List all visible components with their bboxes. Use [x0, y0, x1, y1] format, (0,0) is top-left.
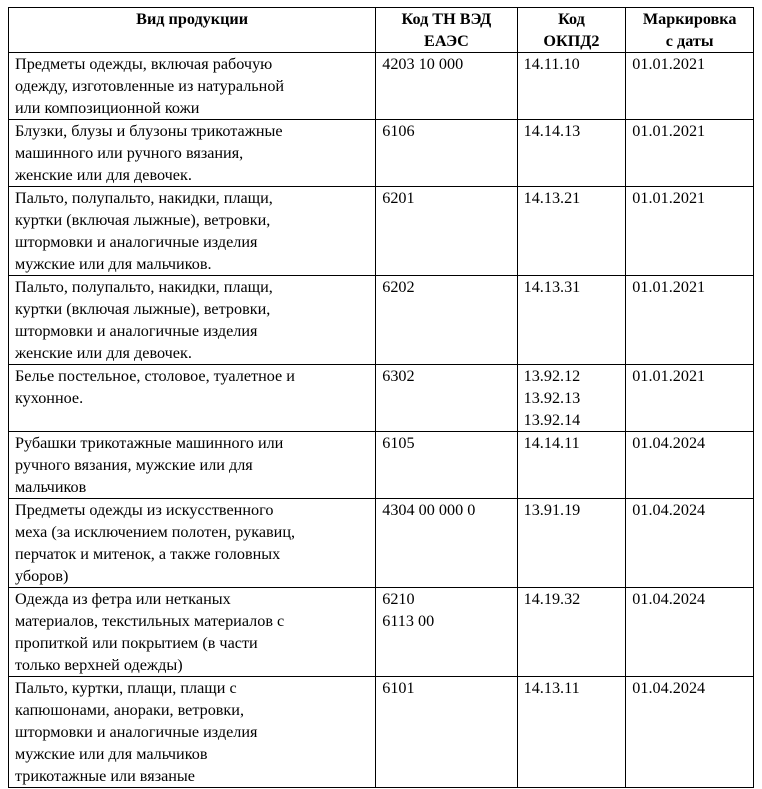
product-cell — [9, 187, 376, 276]
tnved-code-cell-line: 6105 — [382, 434, 415, 452]
okpd-code-cell-line: 13.91.19 — [523, 501, 581, 519]
marking-date-cell — [626, 677, 754, 788]
marking-date-cell-line: 01.04.2024 — [632, 434, 706, 452]
marking-date-cell-line: 01.04.2024 — [632, 501, 706, 519]
marking-date-cell — [626, 365, 754, 432]
marking-date-cell-line: 01.01.2021 — [632, 55, 706, 73]
table-row — [9, 187, 754, 276]
table-row — [9, 53, 754, 120]
okpd-code-cell-line: 14.11.10 — [523, 55, 580, 73]
product-cell-line: кухонное. — [15, 389, 84, 407]
okpd-code-cell — [517, 276, 626, 365]
okpd-code-cell-line: 14.13.21 — [523, 189, 581, 207]
header-tnved-line: Код ТН ВЭД — [401, 10, 492, 28]
product-cell-line: только верхней одежды) — [15, 656, 183, 674]
tnved-code-cell — [376, 588, 517, 677]
product-cell-line: машинного или ручного вязания, — [15, 144, 244, 162]
product-cell-line: Одежда из фетра или нетканых — [15, 590, 231, 608]
marking-date-cell-line: 01.01.2021 — [632, 122, 706, 140]
tnved-code-cell — [376, 365, 517, 432]
marking-date-cell — [626, 187, 754, 276]
product-cell-line: куртки (включая лыжные), ветровки, — [15, 300, 271, 318]
product-cell — [9, 588, 376, 677]
okpd-code-cell-line: 14.13.31 — [523, 278, 581, 296]
marking-date-cell — [626, 53, 754, 120]
table-body — [9, 53, 754, 788]
tnved-code-cell-line: 4304 00 000 0 — [382, 501, 476, 519]
table-header — [9, 8, 754, 53]
header-marking-date — [626, 8, 754, 53]
product-cell-line: трикотажные или вязаные — [15, 767, 195, 785]
tnved-code-cell — [376, 276, 517, 365]
product-cell-line: Пальто, полупальто, накидки, плащи, — [15, 278, 273, 296]
tnved-code-cell — [376, 432, 517, 499]
okpd-code-cell — [517, 677, 626, 788]
header-product — [9, 8, 376, 53]
tnved-code-cell — [376, 120, 517, 187]
tnved-code-cell — [376, 677, 517, 788]
tnved-code-cell-line: 6101 — [382, 679, 415, 697]
okpd-code-cell-line: 14.14.11 — [523, 434, 580, 452]
product-cell-line: мужские или для мальчиков. — [15, 255, 212, 273]
table-row — [9, 365, 754, 432]
header-okpd-line: Код — [558, 10, 585, 28]
marking-date-cell-line: 01.01.2021 — [632, 367, 706, 385]
product-cell-line: мужские или для мальчиков — [15, 745, 208, 763]
marking-date-cell — [626, 120, 754, 187]
tnved-code-cell-line: 6113 00 — [382, 612, 435, 630]
okpd-code-cell-line: 13.92.14 — [523, 411, 581, 429]
table-row — [9, 276, 754, 365]
header-okpd-line: ОКПД2 — [543, 32, 600, 50]
product-cell-line: штормовки и аналогичные изделия — [15, 233, 258, 251]
product-cell — [9, 53, 376, 120]
header-tnved-code — [376, 8, 517, 53]
marking-date-cell-line: 01.04.2024 — [632, 590, 706, 608]
tnved-code-cell — [376, 187, 517, 276]
okpd-code-cell — [517, 53, 626, 120]
product-cell-line: штормовки и аналогичные изделия — [15, 322, 258, 340]
marking-date-cell-line: 01.01.2021 — [632, 278, 706, 296]
product-cell-line: пропиткой или покрытием (в части — [15, 634, 258, 652]
tnved-code-cell-line: 6302 — [382, 367, 415, 385]
product-cell-line: женские или для девочек. — [15, 344, 192, 362]
header-date-line: с даты — [665, 32, 714, 50]
tnved-code-cell-line: 6202 — [382, 278, 415, 296]
product-cell — [9, 365, 376, 432]
product-cell-line: Предметы одежды, включая рабочую — [15, 55, 273, 73]
tnved-code-cell — [376, 499, 517, 588]
product-marking-table — [8, 7, 754, 788]
okpd-code-cell — [517, 365, 626, 432]
product-cell-line: меха (за исключением полотен, рукавиц, — [15, 523, 296, 541]
header-tnved-line: ЕАЭС — [424, 32, 469, 50]
product-cell-line: или композиционной кожи — [15, 99, 200, 117]
okpd-code-cell-line: 14.14.13 — [523, 122, 581, 140]
marking-date-cell — [626, 588, 754, 677]
table-row — [9, 677, 754, 788]
okpd-code-cell-line: 13.92.13 — [523, 389, 581, 407]
product-cell — [9, 499, 376, 588]
header-product-line: Вид продукции — [136, 10, 249, 28]
okpd-code-cell — [517, 120, 626, 187]
product-cell — [9, 276, 376, 365]
marking-date-cell — [626, 432, 754, 499]
table-row — [9, 499, 754, 588]
okpd-code-cell-line: 14.19.32 — [523, 590, 581, 608]
product-cell-line: материалов, текстильных материалов с — [15, 612, 285, 630]
table-row — [9, 432, 754, 499]
product-cell-line: куртки (включая лыжные), ветровки, — [15, 211, 271, 229]
okpd-code-cell — [517, 432, 626, 499]
marking-date-cell — [626, 499, 754, 588]
product-cell — [9, 120, 376, 187]
okpd-code-cell — [517, 588, 626, 677]
product-cell-line: мальчиков — [15, 478, 87, 496]
product-cell-line: капюшонами, анораки, ветровки, — [15, 701, 245, 719]
product-cell — [9, 432, 376, 499]
header-date-line: Маркировка — [642, 10, 737, 28]
product-cell-line: уборов) — [15, 567, 69, 585]
product-cell — [9, 677, 376, 788]
product-cell-line: одежду, изготовленные из натуральной — [15, 77, 285, 95]
product-cell-line: Блузки, блузы и блузоны трикотажные — [15, 122, 283, 140]
product-cell-line: Пальто, куртки, плащи, плащи с — [15, 679, 237, 697]
tnved-code-cell — [376, 53, 517, 120]
okpd-code-cell-line: 14.13.11 — [523, 679, 580, 697]
marking-date-cell — [626, 276, 754, 365]
tnved-code-cell-line: 6106 — [382, 122, 415, 140]
okpd-code-cell — [517, 187, 626, 276]
table-row — [9, 120, 754, 187]
okpd-code-cell-line: 13.92.12 — [523, 367, 581, 385]
okpd-code-cell — [517, 499, 626, 588]
product-cell-line: Рубашки трикотажные машинного или — [15, 434, 284, 452]
marking-date-cell-line: 01.01.2021 — [632, 189, 706, 207]
table-row — [9, 588, 754, 677]
tnved-code-cell-line: 4203 10 000 — [382, 55, 464, 73]
product-cell-line: Белье постельное, столовое, туалетное и — [15, 367, 295, 385]
product-cell-line: женские или для девочек. — [15, 166, 192, 184]
product-cell-line: Пальто, полупальто, накидки, плащи, — [15, 189, 273, 207]
tnved-code-cell-line: 6210 — [382, 590, 415, 608]
header-row — [9, 8, 754, 53]
product-cell-line: Предметы одежды из искусственного — [15, 501, 274, 519]
marking-date-cell-line: 01.04.2024 — [632, 679, 706, 697]
product-cell-line: ручного вязания, мужские или для — [15, 456, 253, 474]
product-cell-line: штормовки и аналогичные изделия — [15, 723, 258, 741]
header-okpd-code — [517, 8, 626, 53]
product-cell-line: перчаток и митенок, а также головных — [15, 545, 281, 563]
tnved-code-cell-line: 6201 — [382, 189, 415, 207]
